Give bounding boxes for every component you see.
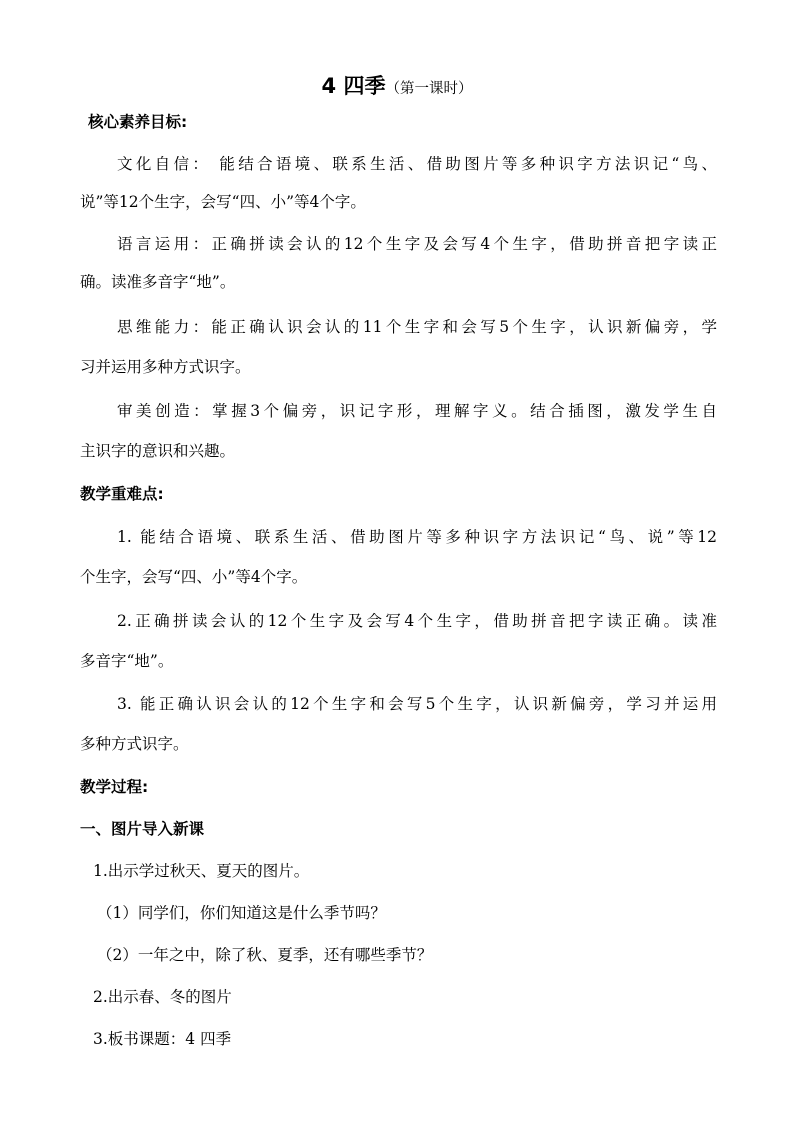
process-heading: 教学过程: xyxy=(80,778,149,796)
key-item-2-line2: 多音字“地”。 xyxy=(80,652,174,670)
core-item-1-line1: 文化自信： 能结合语境、联系生活、借助图片等多种识字方法识记“鸟、 xyxy=(117,155,717,173)
core-item-3-line1: 思维能力：能正确认识会认的11个生字和会写5个生字，认识新偏旁，学 xyxy=(117,318,717,336)
key-item-2-line1: 2.正确拼读会认的12个生字及会写4个生字，借助拼音把字读正确。读准 xyxy=(117,612,717,630)
title-subtitle: （第一课时） xyxy=(385,81,473,97)
key-item-3-line1: 3. 能正确认识会认的12个生字和会写5个生字，认识新偏旁，学习并运用 xyxy=(117,695,717,713)
key-item-1-line2: 个生字，会写“四、小”等4个字。 xyxy=(80,568,308,586)
core-item-2-line1: 语言运用：正确拼读会认的12个生字及会写4个生字，借助拼音把字读正 xyxy=(117,235,717,253)
core-heading: 核心素养目标: xyxy=(88,113,188,131)
part1-item-1: 1.出示学过秋天、夏天的图片。 xyxy=(93,862,310,880)
core-item-3-line2: 习并运用多种方式识字。 xyxy=(80,358,251,376)
title-main: 4 四季 xyxy=(321,74,386,98)
core-item-4-line1: 审美创造：掌握3个偏旁，识记字形，理解字义。结合插图，激发学生自 xyxy=(117,402,717,420)
core-item-2-line2: 确。读准多音字“地”。 xyxy=(80,273,236,291)
part1-item-2: 2.出示春、冬的图片 xyxy=(93,988,232,1006)
key-item-1-line1: 1. 能结合语境、联系生活、借助图片等多种识字方法识记“鸟、说”等12 xyxy=(117,528,717,546)
part1-item-1-sub-1: （1）同学们，你们知道这是什么季节吗？ xyxy=(97,904,386,922)
part1-item-3: 3.板书课题：4 四季 xyxy=(93,1030,232,1048)
core-item-1-line2: 说”等12个生字，会写“四、小”等4个字。 xyxy=(80,193,366,211)
core-item-4-line2: 主识字的意识和兴趣。 xyxy=(80,442,236,460)
page-title xyxy=(0,70,794,100)
key-item-3-line2: 多种方式识字。 xyxy=(80,735,189,753)
key-points-heading: 教学重难点: xyxy=(80,485,164,503)
part1-heading: 一、图片导入新课 xyxy=(80,820,205,838)
part1-item-1-sub-2: （2）一年之中，除了秋、夏季，还有哪些季节？ xyxy=(97,946,433,964)
